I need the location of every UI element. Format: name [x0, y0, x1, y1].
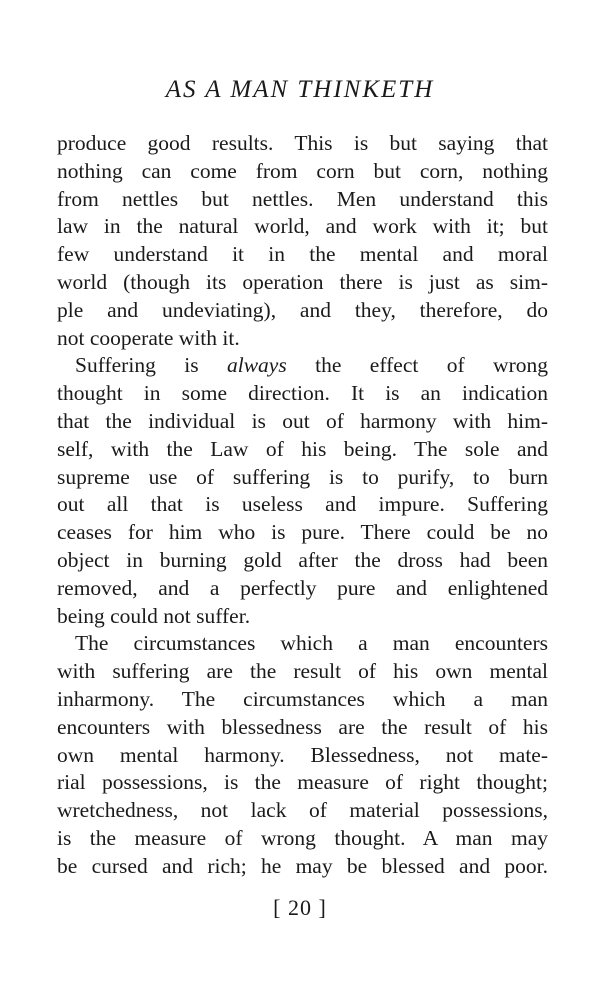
- text-line: is the measure of wrong thought. A man may: [57, 825, 548, 850]
- text-line: rial possessions, is the measure of right thought;: [57, 770, 548, 795]
- text-line: object in burning gold after the dross had been: [57, 547, 548, 572]
- text-line: that the individual is out of harmony with him-: [57, 408, 548, 433]
- text-line: law in the natural world, and work with it; but: [57, 214, 548, 239]
- text-line: self, with the Law of his being. The sole and: [57, 436, 548, 461]
- text-line: being could not suffer.: [57, 603, 251, 628]
- text-line: be cursed and rich; he may be blessed and poor.: [57, 853, 548, 878]
- text-line: own mental harmony. Blessedness, not mate-: [57, 742, 548, 767]
- text-line: thought in some direction. It is an indication: [57, 381, 548, 406]
- text-line: encounters with blessedness are the result of his: [57, 714, 548, 739]
- text-line: Suffering is always the effect of wrong: [75, 353, 548, 378]
- text-line: ceases for him who is pure. There could be no: [57, 520, 548, 545]
- text-line: not cooperate with it.: [57, 325, 240, 350]
- page-body-text: [57, 130, 548, 881]
- text-line: supreme use of suffering is to purify, to burn: [57, 464, 548, 489]
- text-line: from nettles but nettles. Men understand this: [57, 186, 548, 211]
- text-line: inharmony. The circumstances which a man: [57, 686, 548, 711]
- text-line: ple and undeviating), and they, therefore, do: [57, 297, 548, 322]
- text-line: world (though its operation there is just as sim-: [57, 269, 548, 294]
- text-line: The circumstances which a man encounters: [75, 631, 548, 656]
- text-line: few understand it in the mental and moral: [57, 242, 548, 267]
- running-title: AS A MAN THINKETH: [165, 76, 435, 103]
- text-line: produce good results. This is but saying that: [57, 131, 548, 155]
- page-number: [ 20 ]: [273, 895, 327, 920]
- text-line: with suffering are the result of his own mental: [57, 659, 548, 684]
- text-line: wretchedness, not lack of material possessions,: [57, 798, 548, 823]
- text-line: nothing can come from corn but corn, nothing: [57, 158, 548, 183]
- text-line: removed, and a perfectly pure and enlightened: [57, 575, 548, 600]
- text-line: out all that is useless and impure. Suffering: [57, 492, 548, 517]
